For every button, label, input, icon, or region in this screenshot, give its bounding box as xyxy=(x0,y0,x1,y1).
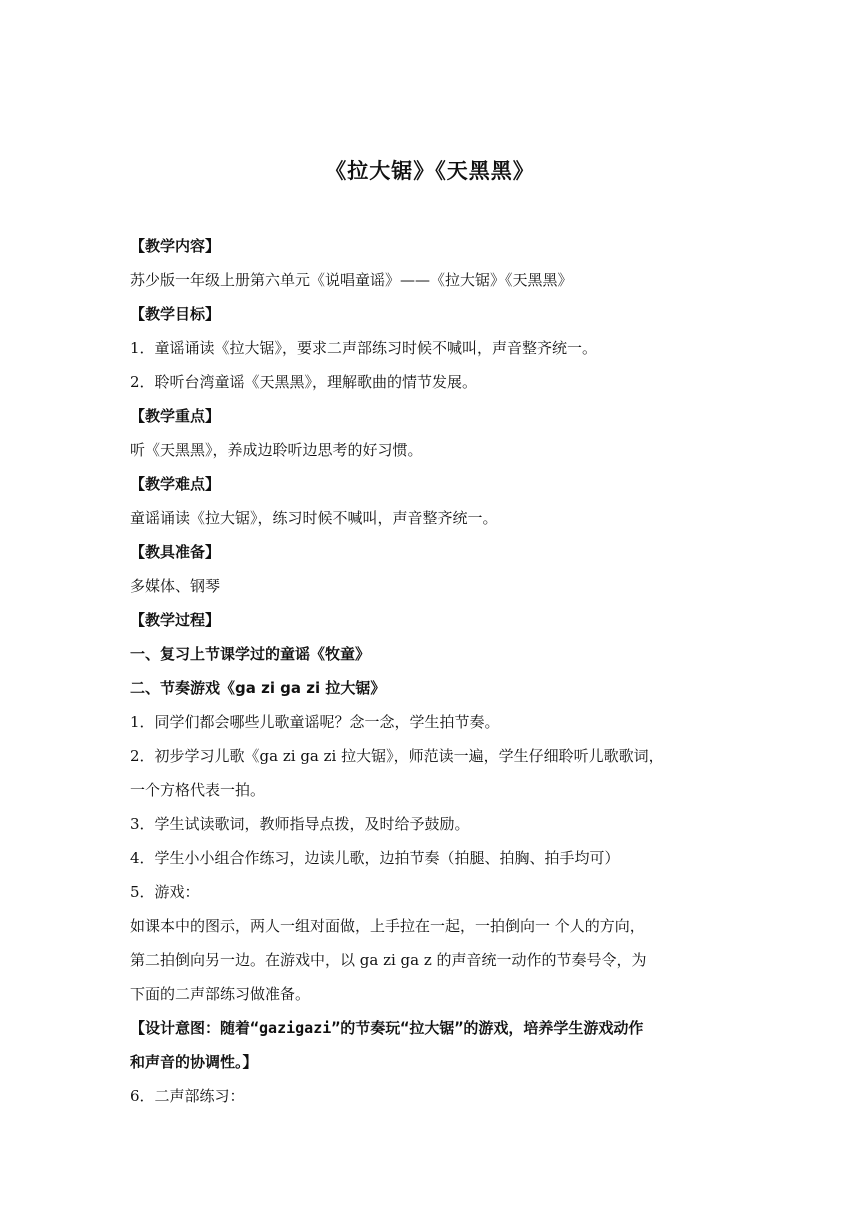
section-heading: 【教具准备】 xyxy=(130,543,221,561)
paragraph-line: 2．聆听台湾童谣《天黑黑》，理解歌曲的情节发展。 xyxy=(130,373,478,391)
paragraph-line: 1．同学们都会哪些儿歌童谣呢？念一念，学生拍节奏。 xyxy=(130,713,500,731)
section-heading: 【教学重点】 xyxy=(130,407,221,425)
section-heading: 【教学难点】 xyxy=(130,475,221,493)
document-body xyxy=(130,229,740,1113)
design-intent-note: 【设计意图：随着“gazigazi”的节奏玩“拉大锯”的游戏，培养学生游戏动作 xyxy=(130,1019,644,1037)
paragraph-line: 4．学生小小组合作练习，边读儿歌，边拍节奏（拍腿、拍胸、拍手均可） xyxy=(130,849,620,867)
paragraph-line: 听《天黑黑》，养成边聆听边思考的好习惯。 xyxy=(130,441,423,459)
design-intent-note: 和声音的协调性。】 xyxy=(130,1053,258,1071)
document-title: 《拉大锯》《天黑黑》 xyxy=(325,158,535,183)
paragraph-line: 童谣诵读《拉大锯》，练习时候不喊叫，声音整齐统一。 xyxy=(130,509,498,527)
paragraph-line: 6．二声部练习： xyxy=(130,1087,245,1105)
paragraph-line: 下面的二声部练习做准备。 xyxy=(130,985,311,1003)
section-heading: 【教学目标】 xyxy=(130,305,221,323)
paragraph-line: 苏少版一年级上册第六单元《说唱童谣》——《拉大锯》《天黑黑》 xyxy=(130,271,573,289)
paragraph-line: 一个方格代表一拍。 xyxy=(130,781,266,799)
paragraph-line: 第二拍倒向另一边。在游戏中，以 ga zi ga z 的声音统一动作的节奏号令，为 xyxy=(130,951,647,969)
paragraph-line: 如课本中的图示，两人一组对面做，上手拉在一起，一拍倒向一 个人的方向， xyxy=(130,917,645,935)
paragraph-line: 多媒体、钢琴 xyxy=(130,577,221,595)
process-step-heading: 二、节奏游戏《ga zi ga zi 拉大锯》 xyxy=(130,679,386,697)
paragraph-line: 5．游戏： xyxy=(130,883,200,901)
paragraph-line: 3．学生试读歌词，教师指导点拨，及时给予鼓励。 xyxy=(130,815,470,833)
paragraph-line: 2．初步学习儿歌《ga zi ga zi 拉大锯》，师范读一遍，学生仔细聆听儿歌歌词， xyxy=(130,747,664,765)
paragraph-line: 1．童谣诵读《拉大锯》，要求二声部练习时候不喊叫，声音整齐统一。 xyxy=(130,339,598,357)
process-step-heading: 一、复习上节课学过的童谣《牧童》 xyxy=(130,645,371,663)
section-heading: 【教学内容】 xyxy=(130,237,221,255)
section-heading: 【教学过程】 xyxy=(130,611,221,629)
